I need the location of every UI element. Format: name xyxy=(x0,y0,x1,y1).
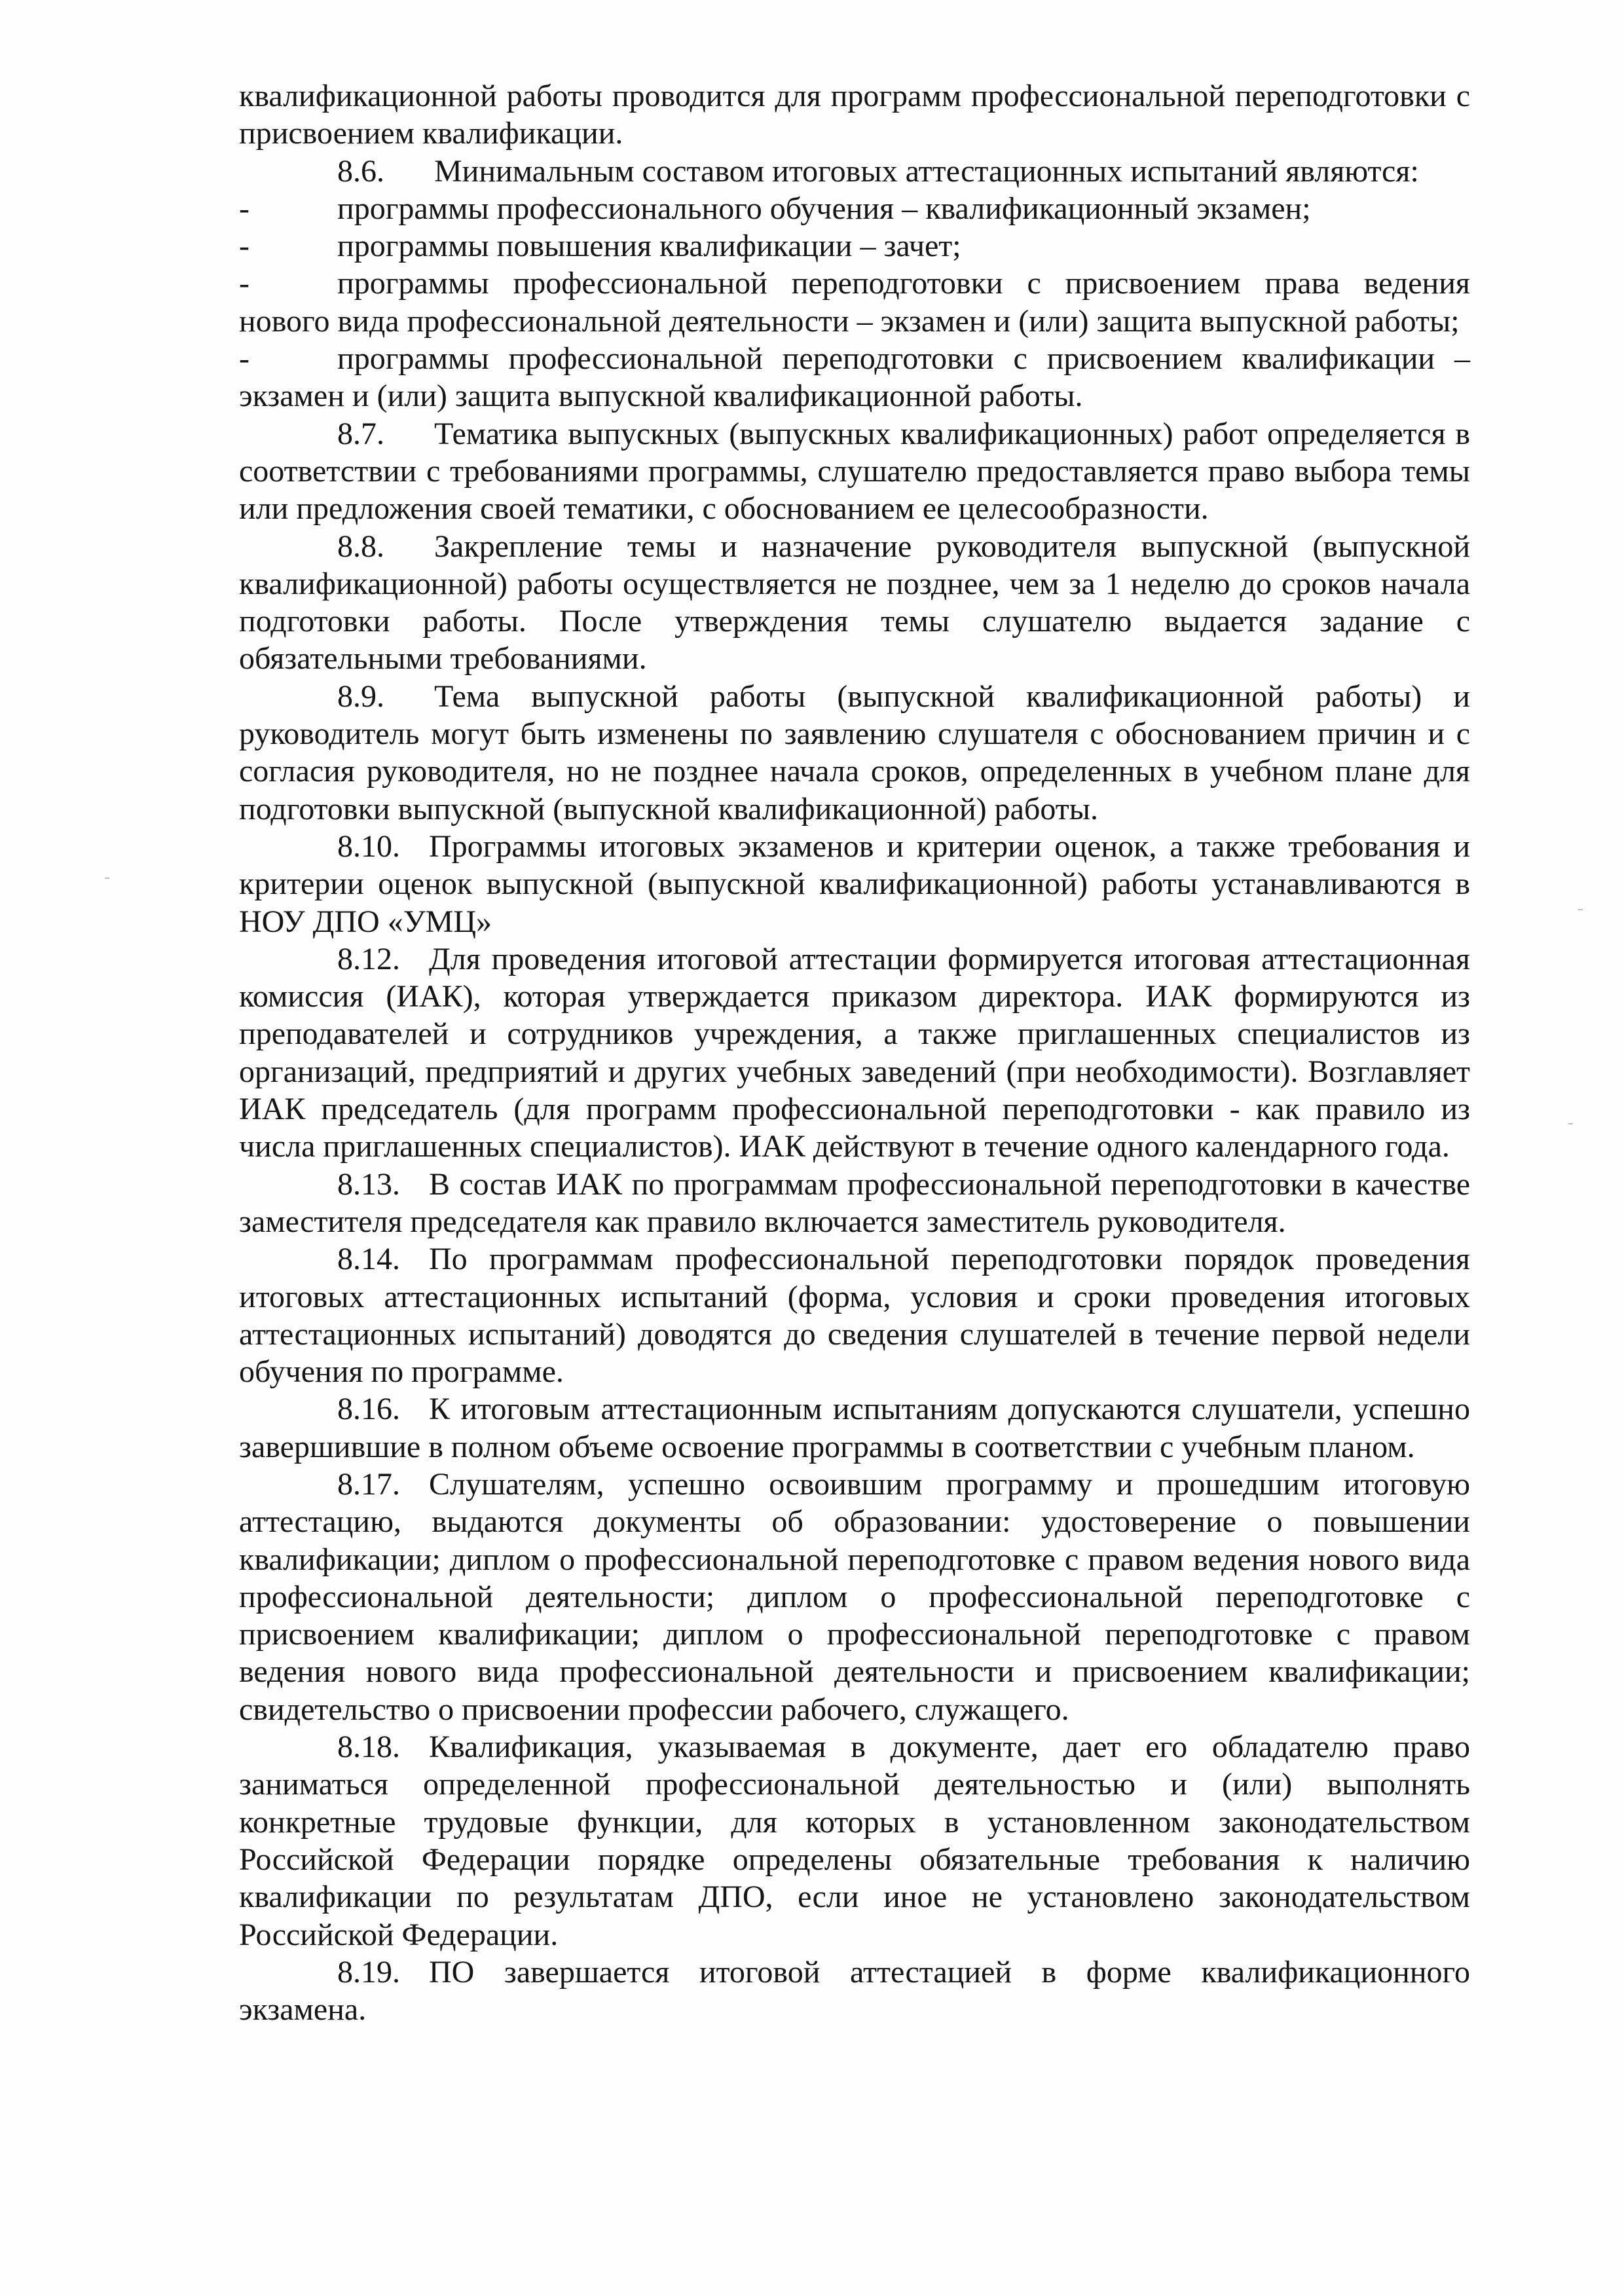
list-item-text: программы профессионального обучения – квалификационный экзамен; xyxy=(337,191,1311,226)
list-item-text: программы профессиональной переподготовки с присвоением права ведения нового вида профессиональной деятельности – экзамен и (или) защита выпускной работы; xyxy=(239,266,1470,339)
clause-number: 8.12. xyxy=(337,941,400,976)
clause-number: 8.19. xyxy=(337,1954,400,1990)
scan-mark xyxy=(1568,1123,1573,1124)
clause-text: Для проведения итоговой аттестации формируется итоговая аттестационная комиссия (ИАК), которая утверждается приказом директора. ИАК формируются из преподавателей и сотрудников учреждения, а также приглашенных специалистов из организаций, предприятий и других учебных заведений (при необходимости). Возглавляет ИАК председатель (для программ профессиональной переподготовки - как правило из числа приглашенных специалистов). ИАК действуют в течение одного календарного года. xyxy=(239,941,1470,1164)
list-dash: - xyxy=(239,266,249,301)
clause-8-12 xyxy=(239,940,1470,1166)
clause-text: В состав ИАК по программам профессиональной переподготовки в качестве заместителя председателя как правило включается заместитель руководителя. xyxy=(239,1166,1470,1239)
clause-text: К итоговым аттестационным испытаниям допускаются слушатели, успешно завершившие в полном объеме освоение программы в соответствии с учебным планом. xyxy=(239,1392,1470,1464)
clause-8-9 xyxy=(239,678,1470,828)
clause-text: Слушателям, успешно освоившим программу и прошедшим итоговую аттестацию, выдаются документы об образовании: удостоверение о повышении квалификации; диплом о профессиональной переподготовке с правом ведения нового вида профессиональной деятельности; диплом о профессиональной переподготовке с присвоением квалификации; диплом о профессиональной переподготовке с правом ведения нового вида профессиональной деятельности и присвоением квалификации; свидетельство о присвоении профессии рабочего, служащего. xyxy=(239,1466,1470,1727)
clause-text: Тематика выпускных (выпускных квалификационных) работ определяется в соответствии с требованиями программы, слушателю предоставляется право выбора темы или предложения своей тематики, с обоснованием ее целесообразности. xyxy=(239,416,1470,527)
clause-text: Квалификация, указываемая в документе, дает его обладателю право заниматься определенной профессиональной деятельностью и (или) выполнять конкретные трудовые функции, для которых в установленном законодательством Российской Федерации порядке определены обязательные требования к наличию квалификации по результатам ДПО, если иное не установлено законодательством Российской Федерации. xyxy=(239,1730,1470,1952)
list-item-text: программы профессиональной переподготовки с присвоением квалификации – экзамен и (или) защита выпускной квалификационной работы. xyxy=(239,341,1470,414)
clause-8-13 xyxy=(239,1166,1470,1241)
clause-number: 8.6. xyxy=(337,153,384,189)
list-item xyxy=(239,190,1470,227)
list-dash: - xyxy=(239,229,249,264)
document-body xyxy=(239,77,1470,2028)
clause-text: Программы итоговых экзаменов и критерии оценок, а также требования и критерии оценок выпускной (выпускной квалификационной) работы устанавливаются в НОУ ДПО «УМЦ» xyxy=(239,828,1470,939)
list-dash: - xyxy=(239,191,249,226)
clause-number: 8.14. xyxy=(337,1242,400,1277)
clause-8-16 xyxy=(239,1390,1470,1466)
clause-number: 8.7. xyxy=(337,416,384,451)
clause-text: ПО завершается итоговой аттестацией в форме квалификационного экзамена. xyxy=(239,1954,1470,2028)
clause-text: Минимальным составом итоговых аттестационных испытаний являются: xyxy=(434,153,1419,189)
clause-text: Тема выпускной работы (выпускной квалификационной работы) и руководитель могут быть изменены по заявлению слушателя с обоснованием причин и с согласия руководителя, но не позднее начала сроков, определенных в учебном плане для подготовки выпускной (выпускной квалификационной) работы. xyxy=(239,678,1470,826)
clause-number: 8.18. xyxy=(337,1730,400,1765)
list-item xyxy=(239,265,1470,340)
clause-number: 8.10. xyxy=(337,828,400,864)
list-item xyxy=(239,340,1470,415)
clause-8-7 xyxy=(239,415,1470,528)
clause-8-14 xyxy=(239,1240,1470,1390)
paragraph-text: квалификационной работы проводится для программ профессиональной переподготовки с присвоением квалификации. xyxy=(239,79,1470,151)
clause-text: По программам профессиональной переподготовки порядок проведения итоговых аттестационных испытаний (форма, условия и сроки проведения итоговых аттестационных испытаний) доводятся до сведения слушателей в течение первой недели обучения по программе. xyxy=(239,1242,1470,1390)
clause-number: 8.16. xyxy=(337,1392,400,1427)
clause-8-18 xyxy=(239,1728,1470,1953)
clause-number: 8.13. xyxy=(337,1166,400,1202)
list-item xyxy=(239,227,1470,265)
clause-8-10 xyxy=(239,828,1470,940)
list-item-text: программы повышения квалификации – зачет; xyxy=(337,229,961,264)
clause-text: Закрепление темы и назначение руководителя выпускной (выпускной квалификационной) работы осуществляется не позднее, чем за 1 неделю до сроков начала подготовки работы. После утверждения темы слушателю выдается задание с обязательными требованиями. xyxy=(239,528,1470,676)
scan-mark xyxy=(1578,909,1583,910)
clause-number: 8.8. xyxy=(337,528,384,564)
clause-8-6 xyxy=(239,153,1470,190)
clause-number: 8.17. xyxy=(337,1466,400,1502)
scan-mark xyxy=(105,878,109,879)
intro-paragraph xyxy=(239,77,1470,153)
clause-8-8 xyxy=(239,528,1470,678)
clause-8-19 xyxy=(239,1953,1470,2029)
clause-number: 8.9. xyxy=(337,678,384,714)
list-dash: - xyxy=(239,341,249,377)
clause-8-17 xyxy=(239,1466,1470,1728)
